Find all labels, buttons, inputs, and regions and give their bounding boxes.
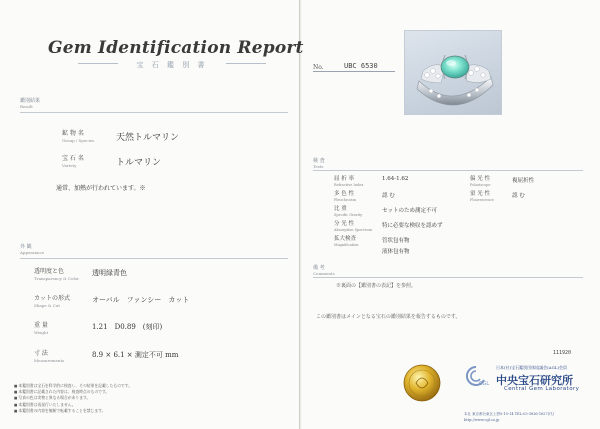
lab-address: 本社 東京都台東区上野5-15-14 TEL:03-3836-1627(代) (464, 412, 554, 416)
test-label (334, 236, 359, 248)
note-item: ■ 本鑑別書の内容を無断で転載することを禁じます。 (14, 408, 284, 414)
ri-label-en: Refractive Index (334, 183, 364, 187)
color-label-jp: 透明度と色 (34, 268, 65, 275)
test-label (334, 191, 356, 203)
ring-illustration (405, 31, 501, 114)
subtitle-rule-right (226, 63, 266, 64)
appearance-row-label (34, 268, 79, 282)
disclaimer-notes (14, 383, 284, 414)
appearance-divider (20, 258, 288, 259)
sg-label-jp: 比 重 (334, 206, 347, 212)
comments-text: ※裏面の【鑑別書の表記】を参照。 (336, 283, 417, 289)
subtitle-rule-left (78, 63, 118, 64)
lab-prefix: 日本(社)宝石鑑別団体協議会(AGL)会員 (496, 365, 567, 370)
fold-shadow (300, 0, 302, 429)
test-label (334, 206, 362, 218)
test-label (334, 176, 363, 188)
note-item: ■ 本鑑別書は宝石を科学的に検査し、その結果を記載したものです。 (14, 383, 284, 389)
species-value: 天然トルマリン (116, 133, 180, 143)
cut-label-en: Shape & Cut (34, 303, 60, 308)
result-section-en: Result (20, 104, 33, 109)
sg-label-en: Specific Gravity (334, 213, 363, 217)
mag-value-2: 液体包有物 (382, 249, 410, 255)
weight-label-jp: 重 量 (34, 322, 48, 329)
tests-section-jp: 検 査 (313, 158, 325, 164)
report-statement: この鑑別書はメインとなる宝石の鑑別結果を報告するものです。 (316, 314, 461, 320)
appearance-section-label (20, 244, 44, 256)
ri-label-jp: 屈 折 率 (334, 176, 354, 182)
polar-value: 複屈折性 (512, 178, 535, 184)
measure-value: 8.9 × 6.1 × 測定不可 mm (92, 351, 179, 359)
report-subtitle: 宝 石 鑑 別 書 (136, 61, 208, 69)
report-number-value: UBC 6530 (344, 62, 378, 70)
pleo-label-jp: 多 色 性 (334, 191, 354, 197)
species-label-en: Group / Species (62, 138, 95, 143)
species-label (62, 130, 94, 144)
cut-label-jp: カットの形式 (34, 295, 70, 302)
tests-divider (313, 170, 583, 171)
spec-label-jp: 分 光 性 (334, 221, 354, 227)
note-item: ■ 写真の色は実物と異なる場合があります。 (14, 395, 284, 401)
certificate-number: 111920 (553, 350, 572, 356)
comments-section-jp: 備 考 (313, 265, 325, 271)
result-section-label (20, 98, 40, 110)
lab-name-jp: 中央宝石研究所 (496, 374, 573, 387)
tests-section-label (313, 158, 325, 170)
appearance-row-label (34, 295, 70, 309)
spec-label-en: Absorption Spectrum (334, 228, 372, 232)
note-item: ■ 本鑑別書は再発行いたしません。 (14, 402, 284, 408)
report-title: Gem Identification Report (48, 38, 304, 58)
appearance-section-en: Appearance (20, 250, 45, 255)
weight-label-en: Weight (34, 330, 49, 335)
mag-label-en: Magnification (334, 243, 359, 247)
variety-label (62, 155, 84, 169)
polar-label-en: Polariscope (470, 183, 491, 187)
pleo-label-en: Pleochroism (334, 198, 356, 202)
mag-value-1: 管状包有物 (382, 238, 410, 244)
note-item: ■ 本鑑別書に記載された内容は、検査時点のものです。 (14, 389, 284, 395)
fluor-label-en: Fluorescence (470, 198, 494, 202)
tests-section-en: Tests (313, 164, 324, 169)
report-number-label: No. (313, 64, 324, 71)
measure-label-en: Measurements (34, 358, 65, 363)
report-number-rule (313, 71, 395, 72)
variety-value: トルマリン (116, 158, 162, 168)
polar-label-jp: 偏 光 性 (470, 176, 490, 182)
test-label (470, 176, 491, 188)
spec-value: 特に必要な検収を認めず (382, 223, 443, 229)
weight-value: 1.21 D0.89 (刻印) (92, 323, 163, 331)
lab-name-en: Central Gem Laboratory (504, 386, 580, 392)
gold-seal-icon (402, 363, 442, 403)
species-label-jp: 鉱 物 名 (62, 130, 84, 137)
variety-label-en: Variety (62, 163, 77, 168)
comments-section-en: Comments (313, 271, 335, 276)
appearance-row-label (34, 322, 48, 336)
gem-ring-photo (404, 30, 502, 115)
variety-label-jp: 宝 石 名 (62, 155, 84, 162)
fluor-value: 認 む (512, 193, 525, 199)
fluor-label-jp: 蛍 光 性 (470, 191, 490, 197)
cut-value: オーバル ファンシー カット (92, 296, 190, 304)
test-label (470, 191, 494, 203)
color-label-en: Transparency & Color (34, 276, 80, 281)
result-comment: 通常、加熱が行われています。※ (56, 185, 146, 192)
cgl-logo-icon (464, 364, 488, 388)
measure-label-jp: 寸 法 (34, 350, 48, 357)
sg-value: セットのため測定不可 (382, 208, 438, 214)
color-value: 透明緑青色 (92, 269, 127, 277)
cgl-logo-text: CGL (479, 381, 490, 387)
comments-divider (313, 277, 583, 278)
comments-section-label (313, 265, 335, 277)
appearance-section-jp: 外 観 (20, 244, 32, 250)
appearance-row-label (34, 350, 64, 364)
test-label (334, 221, 372, 233)
pleo-value: 認 む (382, 193, 395, 199)
lab-website: http://www.cgl.co.jp (464, 418, 500, 422)
result-divider (20, 112, 288, 113)
mag-label-jp: 拡大検査 (334, 236, 357, 242)
ri-value: 1.64-1.62 (382, 176, 409, 182)
result-section-jp: 鑑別結果 (20, 98, 41, 104)
